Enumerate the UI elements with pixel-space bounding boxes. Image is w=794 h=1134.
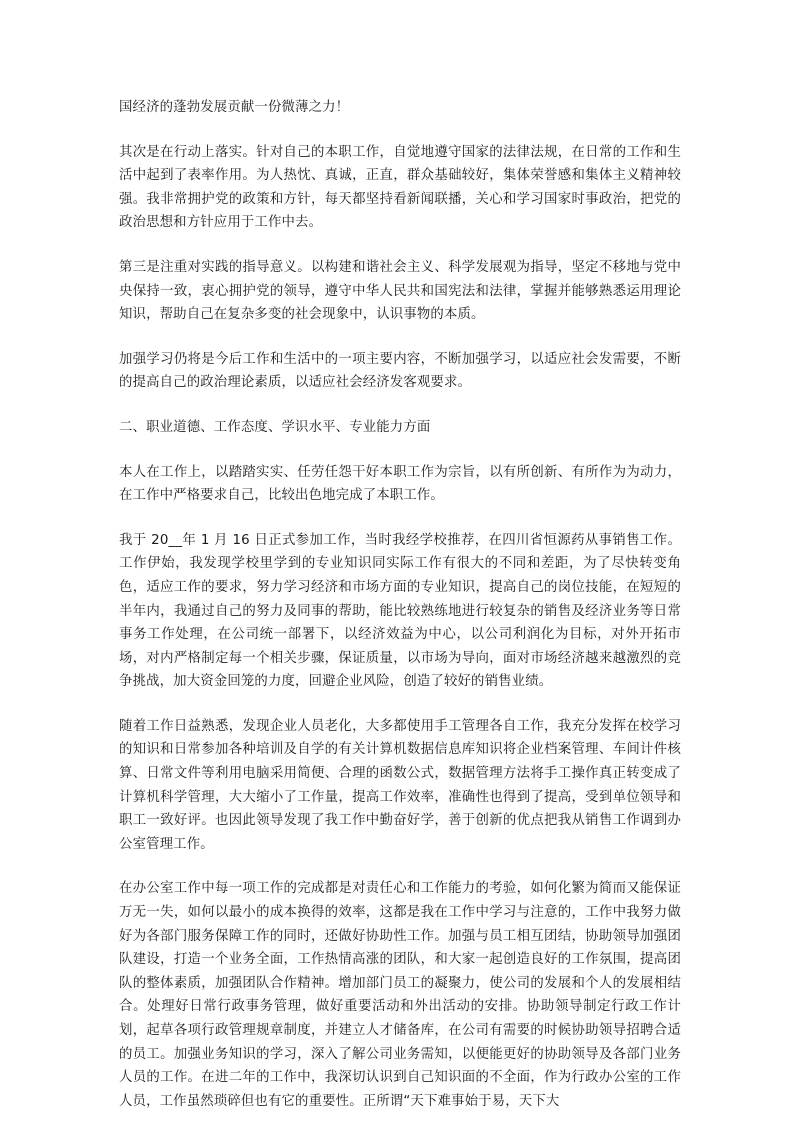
paragraph-practice: 第三是注重对实践的指导意义。以构建和谐社会主义、科学发展观为指导，坚定不移地与党中央保持一致，衷心拥护党的领导，遵守中华人民共和国宪法和法律，掌握并能够熟悉运用理论知识，帮助自己在复杂多变的社会现象中，认识事物的本质。 [119,259,681,323]
paragraph-computer-management: 随着工作日益熟悉，发现企业人员老化，大多都使用手工管理各自工作，我充分发挥在校学习的知识和日常参加各种培训及自学的有关计算机数据信息库知识将企业档案管理、车间计件核算、日常文件等利用电脑采用简便、合理的函数公式，数据管理方法将手工操作真正转变成了计算机科学管理，大大缩小了工作量，提高工作效率，准确性也得到了提高，受到单位领导和职工一致好评。也因此领导发现了我工作中勤奋好学，善于创新的优点把我从销售工作调到办公室管理工作。 [119,718,681,852]
document-body [119,96,681,1134]
paragraph-action: 其次是在行动上落实。针对自己的本职工作，自觉地遵守国家的法律法规，在日常的工作和生活中起到了表率作用。为人热忱、真诚，正直，群众基础较好，集体荣誉感和集体主义精神较强。我非常拥护党的政策和方针，每天都坚持看新闻联播，关心和学习国家时事政治，把党的政治思想和方针应用于工作中去。 [119,144,681,231]
section-heading: 二、职业道德、工作态度、学识水平、专业能力方面 [119,419,431,435]
paragraph-sales-work: 我于 20__年 1 月 16 日正式参加工作，当时我经学校推荐，在四川省恒源药从事销售工作。工作伊始，我发现学校里学到的专业知识同实际工作有很大的不同和差距，为了尽快转变角色，适应工作的要求，努力学习经济和市场方面的专业知识，提高自己的岗位技能，在短短的半年内，我通过自己的努力及同事的帮助，能比较熟练地进行较复杂的销售及经济业务等日常事务工作处理，在公司统一部署下，以经济效益为中心，以公司利润化为目标，对外开拓市场，对内严格制定每一个相关步骤，保证质量，以市场为导向，面对市场经济越来越激烈的竞争挑战，加大资金回笼的力度，回避企业风险，创造了较好的销售业绩。 [119,532,681,690]
paragraph-attitude: 本人在工作上，以踏踏实实、任劳任怨干好本职工作为宗旨，以有所创新、有所作为为动力，在工作中严格要求自己，比较出色地完成了本职工作。 [119,464,681,504]
paragraph-continuation: 国经济的蓬勃发展贡献一份微薄之力！ [119,100,350,115]
paragraph-office-work: 在办公室工作中每一项工作的完成都是对责任心和工作能力的考验，如何化繁为简而又能保证万无一失，如何以最小的成本换得的效率，这都是我在工作中学习与注意的，工作中我努力做好为各部门服务保障工作的同时，还做好协助性工作。加强与员工相互团结，协助领导加强团队建设，打造一个业务全面，工作热情高涨的团队，和大家一起创造良好的工作氛围，提高团队的整体素质，加强团队合作精神。增加部门员工的凝聚力，使公司的发展和个人的发展相结合。处理好日常行政事务管理，做好重要活动和外出活动的安排。协助领导制定行政工作计划，起草各项行政管理规章制度，并建立人才储备库，在公司有需要的时候协助领导招聘合适的员工。加强业务知识的学习，深入了解公司业务需知，以便能更好的协助领导及各部门业务人员的工作。在进二年的工作中，我深切认识到自己知识面的不全面，作为行政办公室的工作人员，工作虽然琐碎但也有它的重要性。正所谓“天下难事始于易，天下大 [119,881,681,1109]
paragraph-study: 加强学习仍将是今后工作和生活中的一项主要内容，不断加强学习，以适应社会发需要，不断的提高自己的政治理论素质，以适应社会经济发客观要求。 [119,351,681,391]
